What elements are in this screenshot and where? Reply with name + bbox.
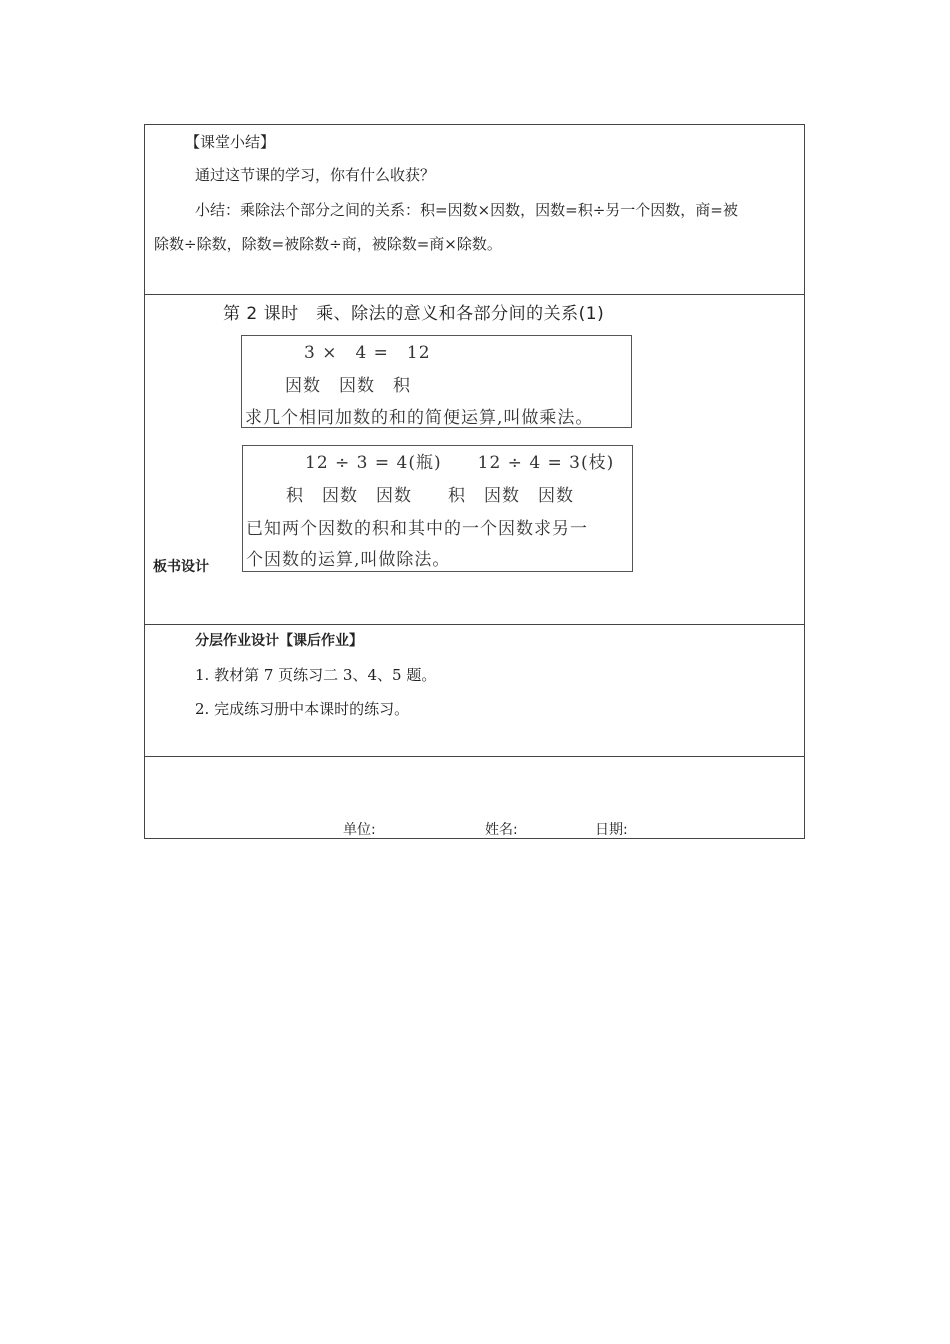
footer-section — [145, 757, 804, 839]
unit-label: 单位: — [343, 822, 376, 838]
homework-item-2: 2. 完成练习册中本课时的练习。 — [195, 700, 410, 718]
summary-line-1: 小结：乘除法个部分之间的关系：积=因数×因数，因数=积÷另一个因数，商=被 — [195, 201, 738, 219]
division-definition-line-2: 个因数的运算,叫做除法。 — [246, 550, 451, 570]
board-design-section — [145, 295, 804, 625]
name-label: 姓名: — [485, 822, 518, 838]
division-box — [242, 445, 633, 572]
board-title: 第 2 课时 乘、除法的意义和各部分间的关系(1) — [223, 304, 605, 324]
summary-heading: 【课堂小结】 — [185, 133, 276, 151]
homework-item-1: 1. 教材第 7 页练习二 3、4、5 题。 — [195, 666, 437, 684]
division-equations: 12 ÷ 3 = 4(瓶) 12 ÷ 4 = 3(枝) — [305, 453, 615, 473]
lesson-plan-table — [144, 124, 805, 839]
multiplication-definition: 求几个相同加数的和的简便运算,叫做乘法。 — [245, 408, 594, 428]
summary-question: 通过这节课的学习，你有什么收获？ — [195, 166, 436, 184]
summary-section — [145, 125, 804, 295]
summary-line-2: 除数÷除数，除数=被除数÷商，被除数=商×除数。 — [154, 235, 502, 253]
homework-section — [145, 625, 804, 757]
multiplication-box — [241, 335, 632, 428]
homework-heading: 分层作业设计【课后作业】 — [195, 633, 363, 649]
date-label: 日期: — [595, 822, 628, 838]
multiplication-equation: 3 × 4 = 12 — [304, 343, 431, 363]
multiplication-parts: 因数 因数 积 — [285, 376, 411, 396]
board-design-label: 板书设计 — [153, 559, 209, 575]
division-parts: 积 因数 因数 积 因数 因数 — [286, 486, 574, 506]
division-definition-line-1: 已知两个因数的积和其中的一个因数求另一 — [246, 519, 588, 539]
